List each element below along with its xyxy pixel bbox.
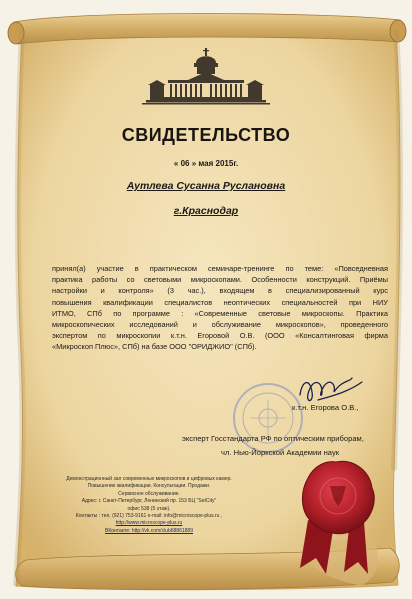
signatory-name: к.т.н. Егорова О.В.,	[292, 403, 359, 412]
issue-date: « 06 » мая 2015г.	[173, 159, 239, 168]
footer-line: Контакты : тел. (921) 753-9161 e-mail: info@microscope-plus.ru ,	[75, 513, 223, 520]
footer-line: Демонстрационный зал современных микроскопов и цифровых камер.	[66, 476, 232, 482]
footer-line: Адрес: г. Санкт-Петербург, Ленинский пр. 153 БЦ "SetCity"	[81, 498, 217, 505]
footer-contacts	[20, 476, 278, 535]
recipient-name: Аутлева Сусанна Руслановна	[126, 180, 286, 192]
body-line: принял(а) участие в практическом семинаре-тренинге по теме: «Повседневная	[52, 264, 388, 273]
body-line: «Микроскоп Плюс», СПб) на базе ООО "ОРИДЖИО" (СПб).	[52, 342, 257, 352]
body-line: практика работы со световыми микроскопами. Особенности конструкций. Приёмы	[52, 275, 388, 285]
signatory-membership: чл. Нью-Йоркской Академии наук	[221, 448, 340, 457]
recipient-city: г.Краснодар	[173, 205, 239, 217]
body-line: настройки и контроля» (3 час.), входящем в специализированный курс	[52, 286, 388, 296]
website-link[interactable]: http://www.microscope-plus.ru	[115, 520, 183, 527]
vk-link[interactable]: ВКонтакте: http://vk.com/club68861889	[105, 527, 193, 534]
body-line: повышения квалификации специалистов неоптических специальностей при НИУ	[52, 297, 388, 307]
certificate-body	[52, 263, 388, 353]
footer-line: Сервисное обслуживание.	[118, 490, 180, 497]
footer-line: Повышение квалификации. Консультации. Продажи.	[87, 483, 211, 490]
body-line: микроскопических исследований и обслуживание микроскопов», проведенного	[52, 320, 388, 330]
body-line: экспертом по микроскопии к.т.н. Егоровой О.В. (ООО «Консалтинговая фирма	[52, 331, 388, 341]
body-line: ИТМО, СПб по программе : «Современные световые микроскопы. Практика	[52, 308, 388, 318]
signatory-title: эксперт Госстандарта РФ по оптическим приборам,	[182, 434, 364, 443]
footer-line: офис 538 (5 этаж).	[127, 505, 171, 512]
certificate-title: СВИДЕТЕЛЬСТВО	[121, 125, 291, 145]
